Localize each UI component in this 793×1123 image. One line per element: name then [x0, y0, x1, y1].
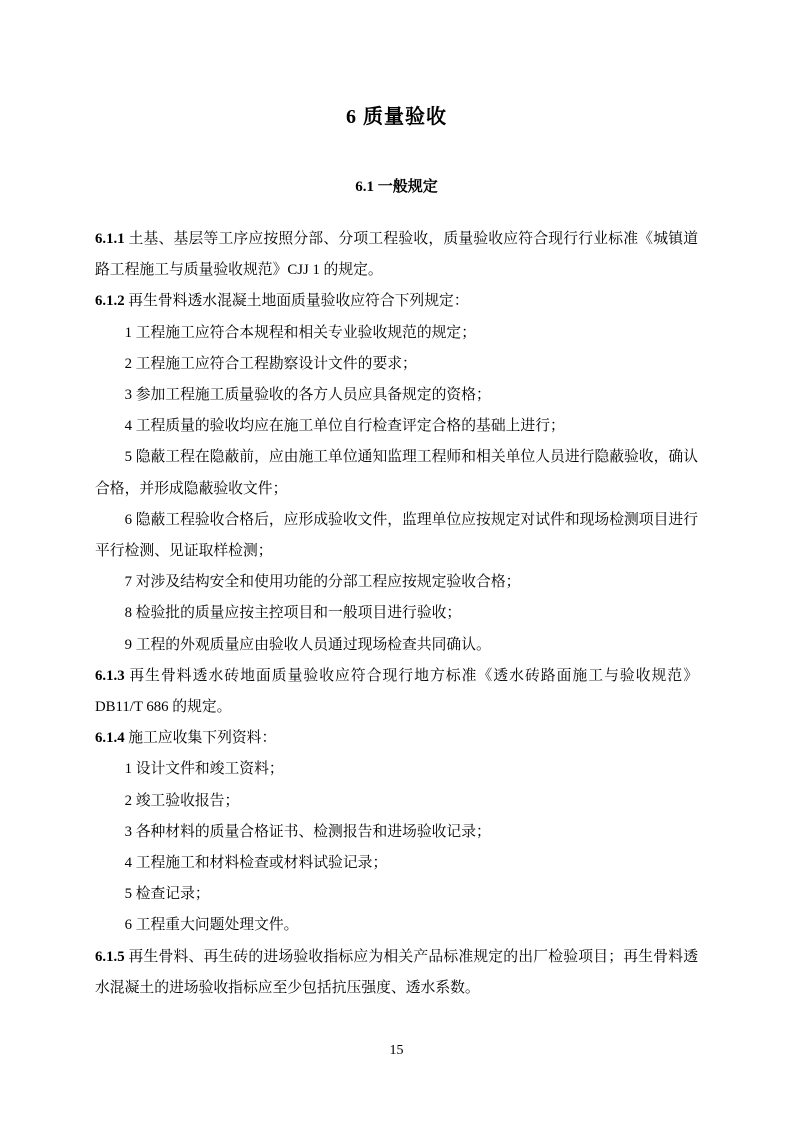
list-item: 3 各种材料的质量合格证书、检测报告和进场验收记录；: [124, 823, 491, 840]
list-item: 6 工程重大问题处理文件。: [124, 917, 299, 934]
list-item: 2 工程施工应符合工程勘察设计文件的要求；: [124, 355, 417, 372]
page-number: 15: [389, 1043, 404, 1058]
list-item: 1 工程施工应符合本规程和相关专业验收规范的规定；: [124, 324, 477, 341]
list-item: 1 设计文件和竣工资料；: [124, 761, 284, 778]
clause-paragraph: 6.1.3 再生骨料透水砖地面质量验收应符合现行地方标准《透水砖路面施工与验收规范》DB11/T 686 的规定。: [95, 667, 698, 716]
list-item: 9 工程的外观质量应由验收人员通过现场检查共同确认。: [124, 636, 491, 653]
clause-number: 6.1.3: [95, 667, 125, 684]
clause-number: 6.1.5: [95, 948, 125, 965]
clause-number: 6.1.4: [95, 730, 125, 747]
section-title: 6.1 一般规定: [355, 179, 438, 195]
clause-number: 6.1.1: [95, 231, 125, 247]
clause-number: 6.1.2: [95, 293, 125, 310]
list-item: 5 隐蔽工程在隐蔽前，应由施工单位通知监理工程师和相关单位人员进行隐蔽验收，确认合格，并形成隐蔽验收文件；: [95, 449, 698, 497]
clause-paragraph: 6.1.2 再生骨料透水混凝土地面质量验收应符合下列规定：: [95, 293, 469, 310]
list-item: 6 隐蔽工程验收合格后，应形成验收文件，监理单位应按规定对试件和现场检测项目进行平行检测、见证取样检测；: [95, 511, 698, 560]
list-item: 3 参加工程施工质量验收的各方人员应具备规定的资格；: [124, 387, 491, 404]
document-body: [95, 224, 698, 1004]
list-item: 4 工程质量的验收均应在施工单位自行检查评定合格的基础上进行；: [124, 418, 565, 435]
clause-paragraph: 6.1.4 施工应收集下列资料：: [95, 730, 277, 747]
list-item: 5 检查记录；: [124, 886, 210, 903]
clause-paragraph: 6.1.1 土基、基层等工序应按照分部、分项工程验收，质量验收应符合现行行业标准《城镇道路工程施工与质量验收规范》CJJ 1 的规定。: [95, 231, 698, 279]
clause-paragraph: 6.1.5 再生骨料、再生砖的进场验收指标应为相关产品标准规定的出厂检验项目；再生骨料透水混凝土的进场验收指标应至少包括抗压强度、透水系数。: [95, 948, 698, 996]
list-item: 4 工程施工和材料检查或材料试验记录；: [124, 855, 388, 872]
list-item: 8 检验批的质量应按主控项目和一般项目进行验收；: [124, 605, 462, 622]
chapter-title: 6 质量验收: [346, 106, 447, 128]
list-item: 2 竣工验收报告；: [124, 792, 240, 809]
list-item: 7 对涉及结构安全和使用功能的分部工程应按规定验收合格；: [124, 574, 521, 591]
